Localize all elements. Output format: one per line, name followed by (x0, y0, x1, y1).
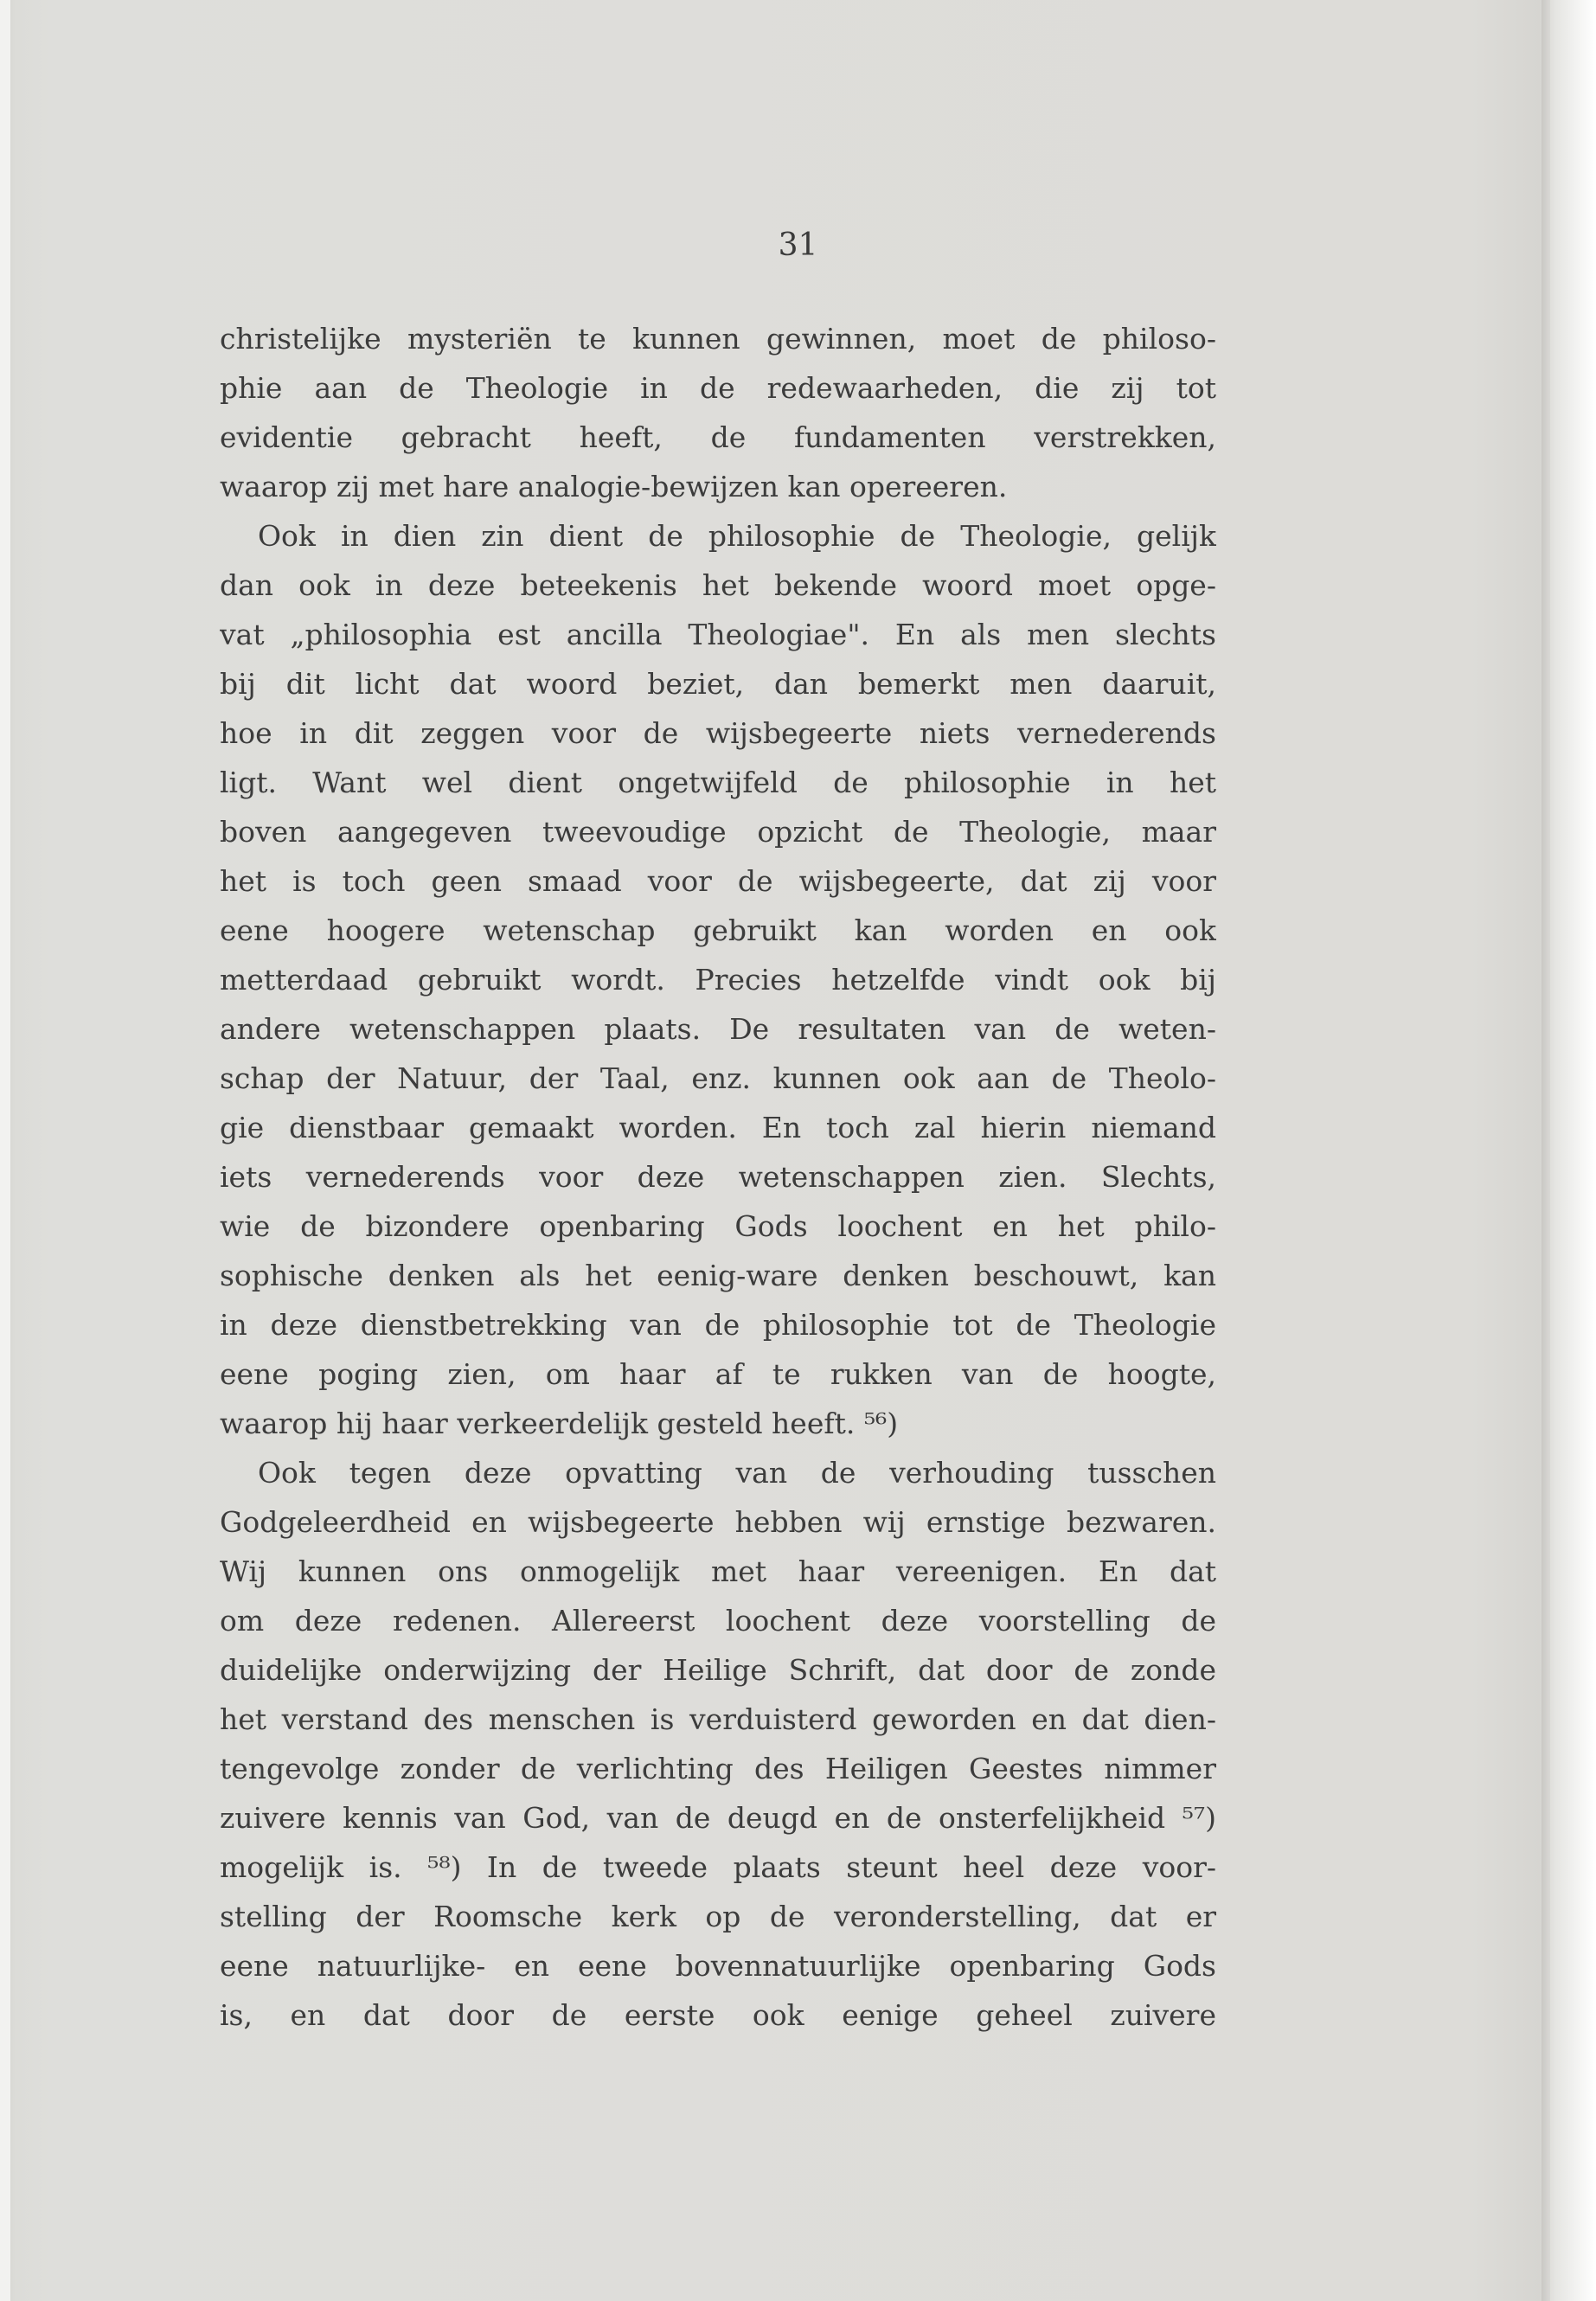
text-line: bij dit licht dat woord beziet, dan bemerkt men daaruit, (220, 667, 1216, 701)
text-line: om deze redenen. Allereerst loochent deze voorstelling de (220, 1604, 1216, 1638)
text-line: Godgeleerdheid en wijsbegeerte hebben wij ernstige bezwaren. (220, 1505, 1216, 1539)
text-line: eene hoogere wetenschap gebruikt kan worden en ook (220, 913, 1216, 947)
text-line: phie aan de Theologie in de redewaarheden, die zij tot (220, 371, 1216, 405)
text-line: hoe in dit zeggen voor de wijsbegeerte niets vernederends (220, 716, 1216, 750)
text-line: tengevolge zonder de verlichting des Heiligen Geestes nimmer (220, 1752, 1216, 1785)
text-line: eene natuurlijke- en eene bovennatuurlijke openbaring Gods (220, 1949, 1216, 1983)
text-line: Ook in dien zin dient de philosophie de Theologie, gelijk (258, 519, 1216, 553)
text-line: metterdaad gebruikt wordt. Precies hetzelfde vindt ook bij (220, 963, 1216, 997)
body-text (220, 314, 1216, 2040)
text-line: evidentie gebracht heeft, de fundamenten verstrekken, (220, 420, 1216, 454)
text-line: iets vernederends voor deze wetenschappen zien. Slechts, (220, 1160, 1216, 1194)
text-line: wie de bizondere openbaring Gods loochent en het philo- (220, 1209, 1216, 1243)
text-line: sophische denken als het eenig-ware denken beschouwt, kan (220, 1259, 1216, 1292)
text-line: stelling der Roomsche kerk op de veronderstelling, dat er (220, 1900, 1216, 1933)
text-line: mogelijk is. ⁵⁸) In de tweede plaats steunt heel deze voor- (220, 1850, 1216, 1884)
text-line: duidelijke onderwijzing der Heilige Schrift, dat door de zonde (220, 1653, 1216, 1687)
text-line: in deze dienstbetrekking van de philosophie tot de Theologie (220, 1308, 1216, 1342)
text-line: Ook tegen deze opvatting van de verhouding tusschen (258, 1456, 1216, 1490)
text-line: het is toch geen smaad voor de wijsbegeerte, dat zij voor (220, 864, 1216, 898)
text-line: dan ook in deze beteekenis het bekende woord moet opge- (220, 568, 1216, 602)
text-line: is, en dat door de eerste ook eenige geheel zuivere (220, 1998, 1216, 2032)
text-line: waarop zij met hare analogie-bewijzen kan opereeren. (220, 470, 1008, 503)
text-line: schap der Natuur, der Taal, enz. kunnen ook aan de Theolo- (220, 1061, 1216, 1095)
text-line: boven aangegeven tweevoudige opzicht de Theologie, maar (220, 815, 1216, 849)
text-line: eene poging zien, om haar af te rukken van de hoogte, (220, 1357, 1216, 1391)
text-line: andere wetenschappen plaats. De resultaten van de weten- (220, 1012, 1216, 1046)
page-number: 31 (778, 228, 818, 263)
text-line: Wij kunnen ons onmogelijk met haar vereenigen. En dat (220, 1554, 1216, 1588)
page-fold-shadow (1542, 0, 1550, 2301)
text-line: christelijke mysteriën te kunnen gewinnen, moet de philoso- (220, 322, 1216, 356)
text-line: waarop hij haar verkeerdelijk gesteld heeft. ⁵⁶) (220, 1407, 899, 1440)
page-left-edge (0, 0, 10, 2301)
text-line: ligt. Want wel dient ongetwijfeld de philosophie in het (220, 766, 1216, 799)
text-line: zuivere kennis van God, van de deugd en de onsterfelijkheid ⁵⁷) (220, 1801, 1216, 1835)
text-line: het verstand des menschen is verduisterd geworden en dat dien- (220, 1702, 1216, 1736)
text-line: vat „philosophia est ancilla Theologiae". En als men slechts (220, 618, 1216, 651)
text-line: gie dienstbaar gemaakt worden. En toch zal hierin niemand (220, 1111, 1216, 1144)
